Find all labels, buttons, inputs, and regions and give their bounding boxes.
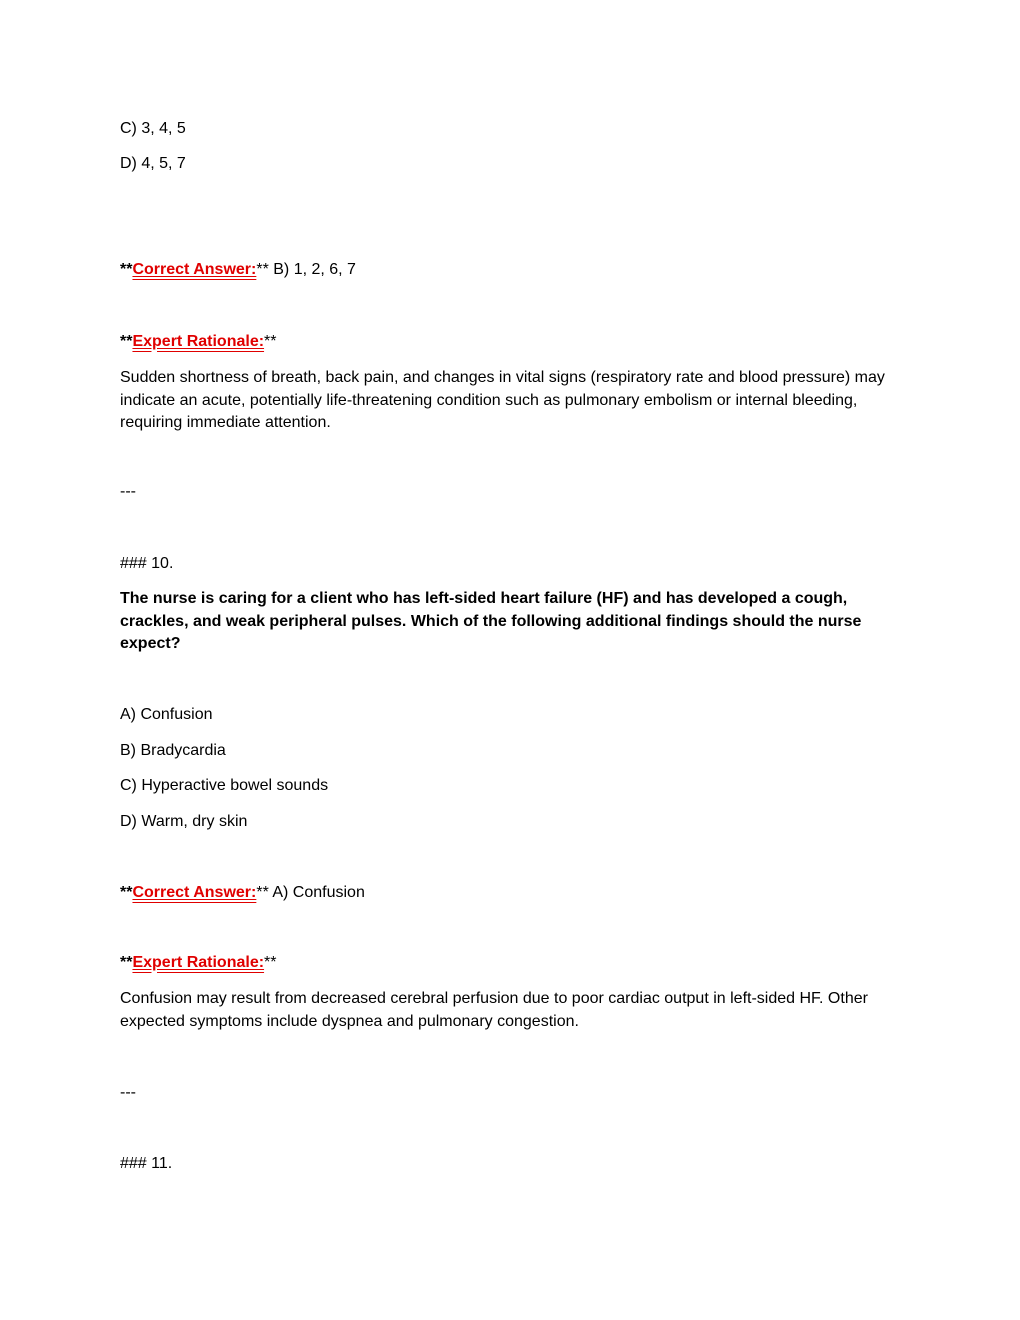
q9-answer-label: Correct Answer: bbox=[132, 261, 257, 278]
q10-option-d: D) Warm, dry skin bbox=[120, 813, 248, 830]
q9-correct-answer bbox=[120, 259, 910, 282]
q9-answer-value: B) 1, 2, 6, 7 bbox=[268, 261, 356, 278]
q10-option-c: C) Hyperactive bowel sounds bbox=[120, 777, 329, 794]
q9-rationale-text: Sudden shortness of breath, back pain, and changes in vital signs (respiratory rate and blood pressure) may indicate an acute, potentially life-threatening condition such as pulmonary embolism or internal bleeding, requiring immediate attention. bbox=[120, 369, 885, 431]
q10-answer-label: Correct Answer: bbox=[132, 884, 257, 901]
q9-rationale-heading bbox=[120, 331, 910, 354]
q10-separator: --- bbox=[120, 1084, 136, 1101]
q10-rationale-heading bbox=[120, 952, 910, 975]
q9-option-c: D) 4, 5, 7 bbox=[120, 155, 186, 172]
q10-rationale-text: Confusion may result from decreased cerebral perfusion due to poor cardiac output in left-sided HF. Other expected symptoms include dyspnea and pulmonary congestion. bbox=[120, 990, 868, 1030]
q10-correct-answer bbox=[120, 882, 910, 905]
q9-option-b: C) 3, 4, 5 bbox=[120, 120, 186, 137]
q10-rationale-prefix: ** bbox=[120, 954, 133, 971]
q9-rationale-suffix: ** bbox=[264, 333, 277, 350]
q10-answer-prefix: ** bbox=[120, 884, 133, 901]
q10-rationale-suffix: ** bbox=[264, 954, 277, 971]
q10-option-a: A) Confusion bbox=[120, 706, 213, 723]
q10-option-b: B) Bradycardia bbox=[120, 742, 226, 759]
q10-rationale-label: Expert Rationale: bbox=[132, 954, 265, 971]
q11-heading: ### 11. bbox=[120, 1155, 173, 1172]
q10-heading: ### 10. bbox=[120, 555, 174, 572]
q9-rationale-label: Expert Rationale: bbox=[132, 333, 265, 350]
q9-rationale-prefix: ** bbox=[120, 333, 133, 350]
q9-separator: --- bbox=[120, 483, 136, 500]
q10-answer-suffix: ** bbox=[256, 884, 269, 901]
q9-answer-prefix: ** bbox=[120, 261, 133, 278]
q10-answer-value: A) Confusion bbox=[268, 884, 365, 901]
q9-answer-suffix: ** bbox=[256, 261, 269, 278]
q10-question: The nurse is caring for a client who has left-sided heart failure (HF) and has developed a cough, crackles, and weak peripheral pulses. Which of the following additional findings should the nurse expect? bbox=[120, 590, 862, 652]
